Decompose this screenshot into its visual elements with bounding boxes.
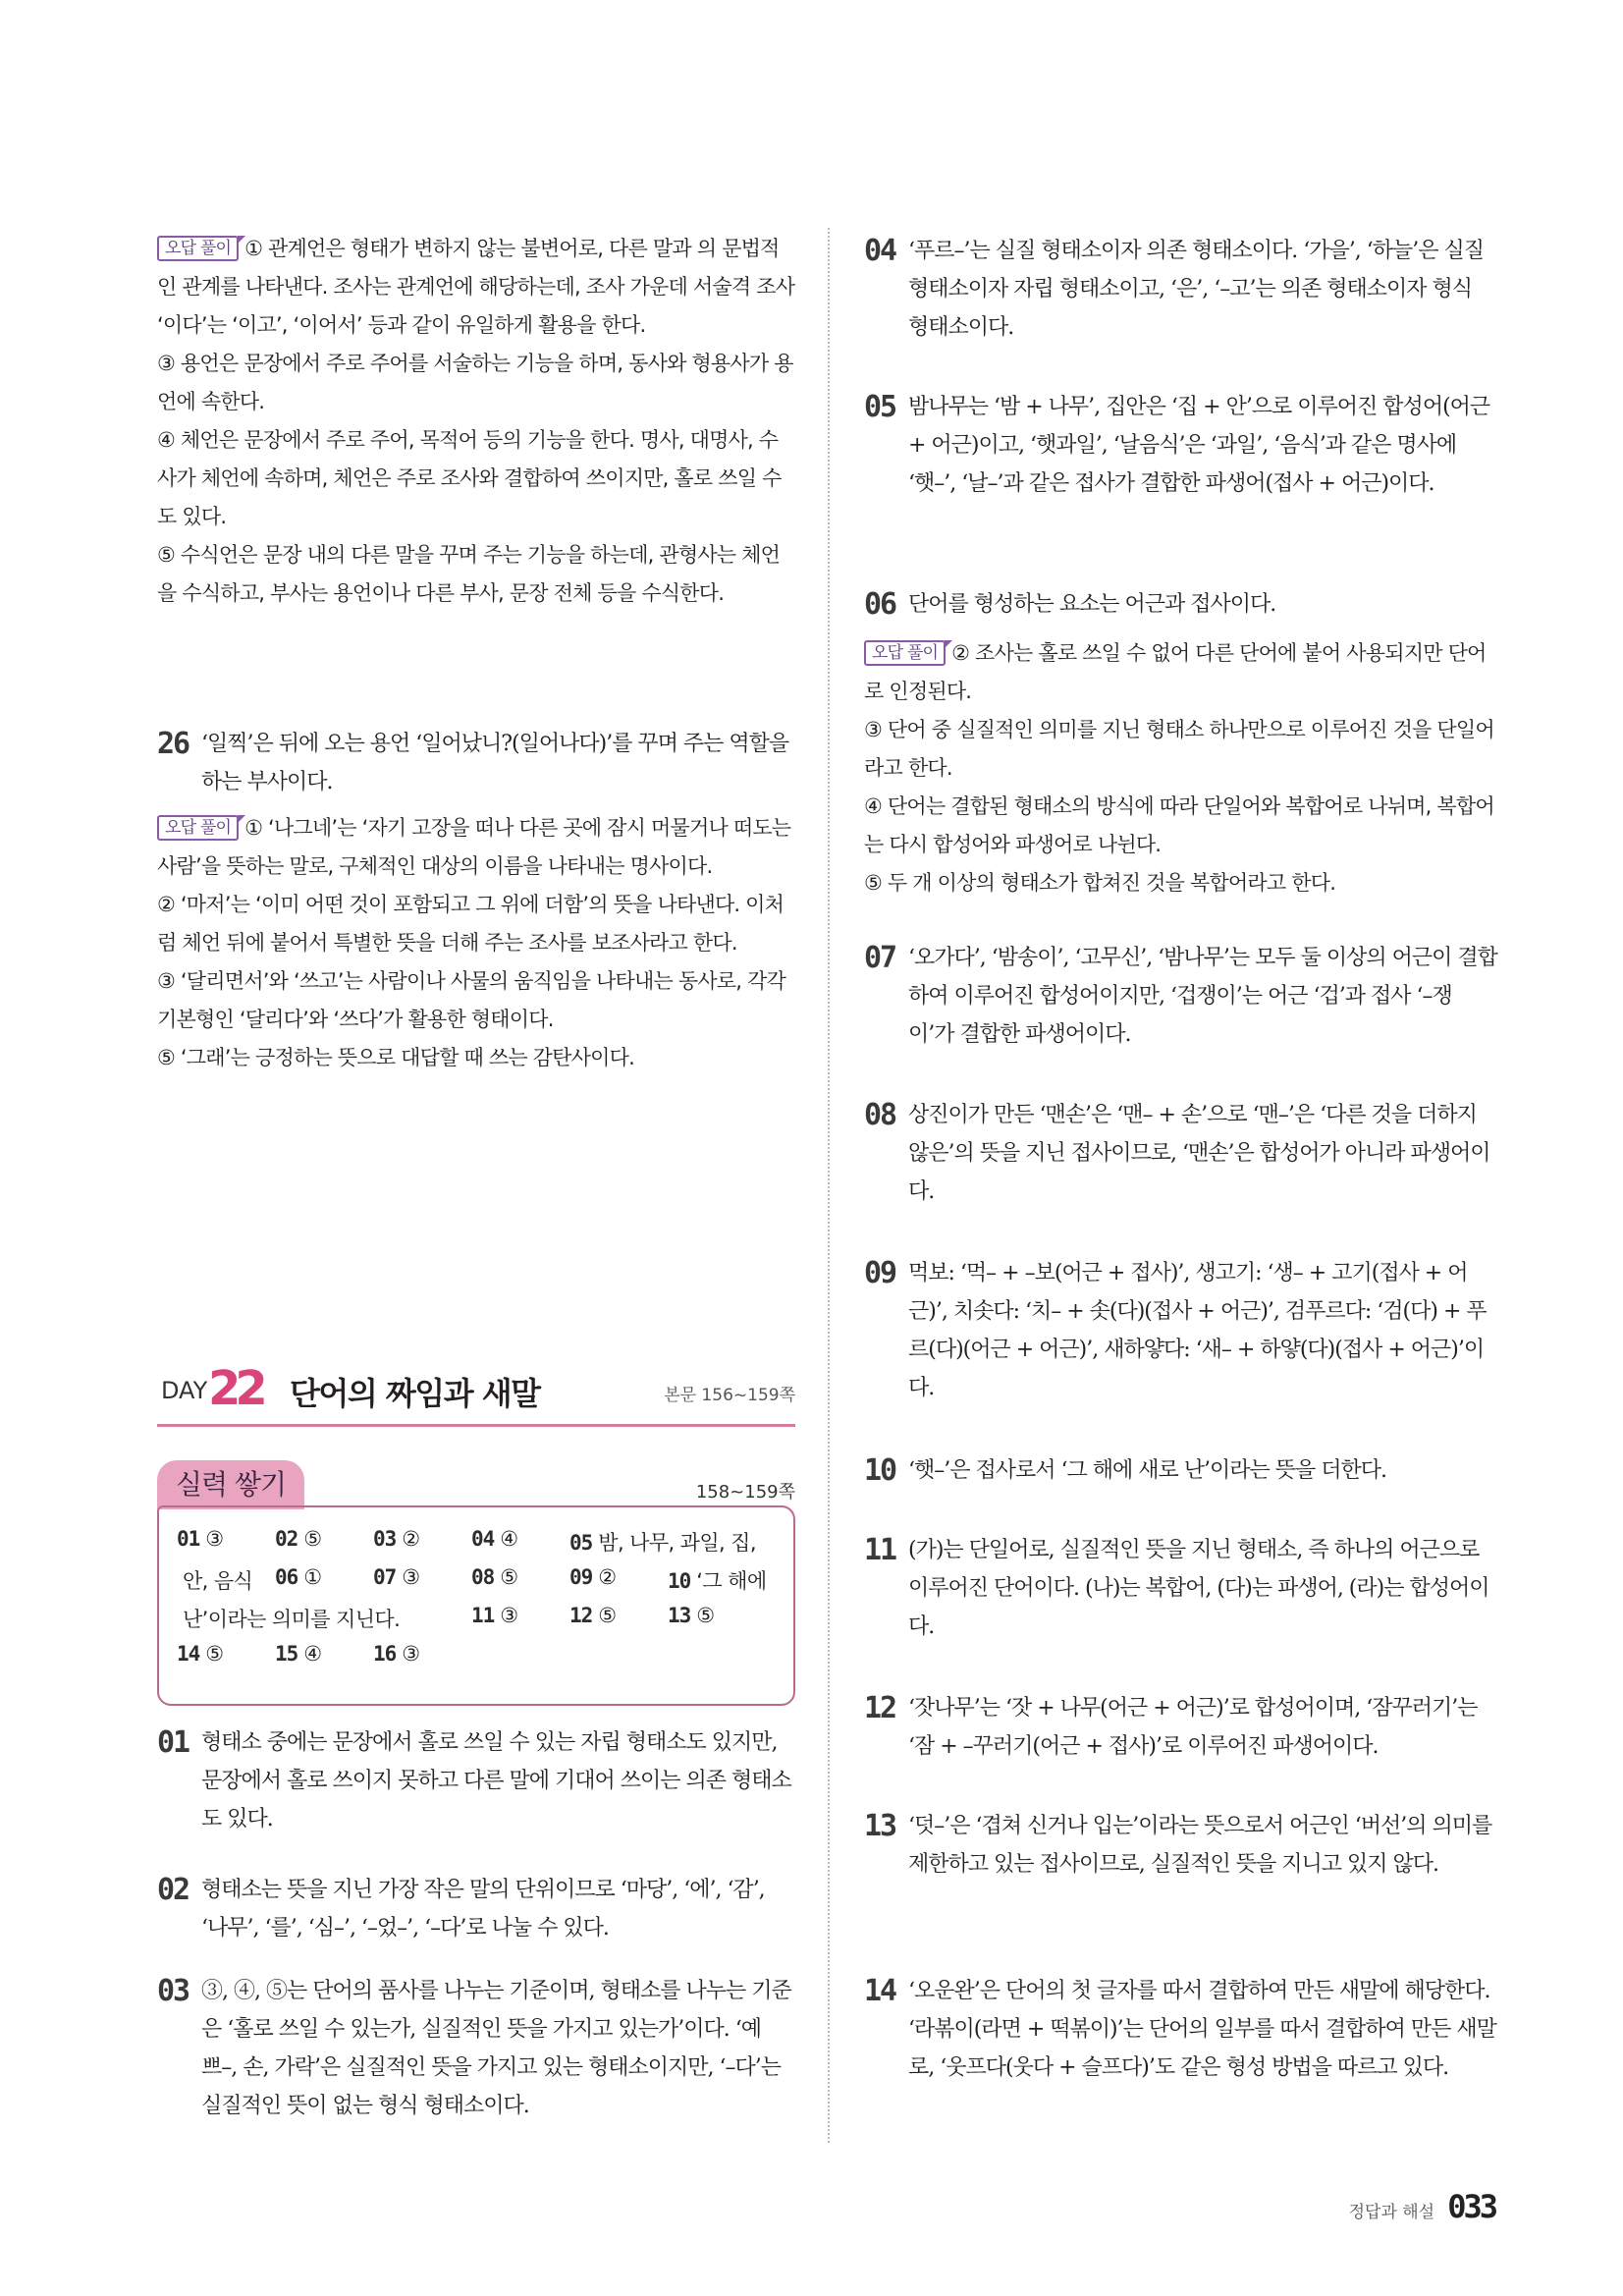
- answer-key-item: 02 ⑤: [275, 1527, 322, 1551]
- answer-key-item: 03 ②: [373, 1527, 420, 1551]
- answer-key-item: 14 ⑤: [177, 1642, 224, 1666]
- answer-key-item: 08 ⑤: [471, 1565, 518, 1589]
- answer-key-item: 15 ④: [275, 1642, 322, 1666]
- answer-key-item: 06 ①: [275, 1565, 322, 1589]
- question-number: 13: [864, 1809, 896, 1843]
- answer-key-item: 11 ③: [471, 1604, 518, 1627]
- day-number: 22: [208, 1361, 262, 1416]
- answer-item-10: [864, 1451, 1497, 1490]
- answer-key-item: 16 ③: [373, 1642, 420, 1666]
- question-number: 09: [864, 1256, 896, 1290]
- wrong-answer-badge: 오답 풀이: [157, 236, 239, 261]
- answer-item-08: [864, 1096, 1497, 1211]
- answer-item-01: [157, 1723, 795, 1838]
- answer-key-item: 01 ③: [177, 1527, 224, 1551]
- wrong-answer-note-25: 오답 풀이 ① 관계언은 형태가 변하지 않는 불변어로, 다른 말과 의 문법적인 관계를 나타낸다. 조사는 관계언에 해당하는데, 조사 가운데 서술격 조사 ‘이다’는 ‘이고’, ‘이어서’ 등과 같이 유일하게 활용을 한다. ③ 용언은 문장에서 주로 주어를 서술하는 기능을 하며, 동사와 형용사가 용언에 속한다. ④ 체언은 문장에서 주로 주어, 목적어 등의 기능을 한다. 명사, 대명사, 수사가 체언에 속하며, 체언은 주로 조사와 결합하여 쓰이지만, 홀로 쓰일 수도 있다. ⑤ 수식언은 문장 내의 다른 말을 꾸며 주는 기능을 하는데, 관형사는 체언을 수식하고, 부사는 용언이나 다른 부사, 문장 전체 등을 수식한다.: [157, 237, 795, 605]
- answer-key-item: 13 ⑤: [668, 1604, 715, 1627]
- explanation-text: ③, ④, ⑤는 단어의 품사를 나누는 기준이며, 형태소를 나누는 기준은 ‘홀로 쓰일 수 있는가, 실질적인 뜻을 가지고 있는가’이다. ‘예쁘–, 손, 가락’은 실질적인 뜻을 가지고 있는 형태소이지만, ‘–다’는 실질적인 뜻이 없는 형식 형태소이다.: [201, 1979, 791, 2118]
- explanation-text: (가)는 단일어로, 실질적인 뜻을 지닌 형태소, 즉 하나의 어근으로 이루어진 단어이다. (나)는 복합어, (다)는 파생어, (라)는 합성어이다.: [908, 1538, 1489, 1639]
- day-page-range: 본문 156~159쪽: [664, 1386, 795, 1405]
- answer-key-box: [157, 1505, 795, 1706]
- explanation-text: 상진이가 만든 ‘맨손’은 ‘맨– + 손’으로 ‘맨–’은 ‘다른 것을 더하지 않은’의 뜻을 지닌 접사이므로, ‘맨손’은 합성어가 아니라 파생어이다.: [908, 1103, 1490, 1204]
- explanation-text: ‘오운완’은 단어의 첫 글자를 따서 결합하여 만든 새말에 해당한다. ‘라볶이(라면 + 떡볶이)’는 단어의 일부를 따서 결합하여 만든 새말로, ‘웃프다(웃다 + 슬프다)’도 같은 형성 방법을 따르고 있다.: [908, 1979, 1496, 2080]
- answer-key-item: 12 ⑤: [569, 1604, 617, 1627]
- answer-item-02: [157, 1871, 795, 1947]
- explanation-text: 밤나무는 ‘밤 + 나무’, 집안은 ‘집 + 안’으로 이루어진 합성어(어근 + 어근)이고, ‘햇과일’, ‘날음식’은 ‘과일’, ‘음식’과 같은 명사에 ‘햇–’, ‘날–’과 같은 접사가 결합한 파생어(접사 + 어근)이다.: [908, 395, 1490, 496]
- answer-key-item: 07 ③: [373, 1565, 420, 1589]
- answer-item-07: [864, 939, 1497, 1054]
- answer-key-item: 05 밤, 나무, 과일, 집,: [569, 1531, 756, 1555]
- question-number: 06: [864, 587, 896, 622]
- answer-item-12: [864, 1689, 1497, 1766]
- explanation-text: 형태소는 뜻을 지닌 가장 작은 말의 단위이므로 ‘마당’, ‘에’, ‘감’, ‘나무’, ‘를’, ‘심–’, ‘–었–’, ‘–다’로 나눌 수 있다.: [201, 1878, 765, 1941]
- explanation-text: 형태소 중에는 문장에서 홀로 쓰일 수 있는 자립 형태소도 있지만, 문장에서 홀로 쓰이지 못하고 다른 말에 기대어 쓰이는 의존 형태소도 있다.: [201, 1730, 791, 1831]
- question-number: 12: [864, 1691, 896, 1725]
- day-label: DAY: [161, 1377, 208, 1404]
- column-divider: [828, 228, 830, 2143]
- wrong-answer-note-06: 오답 풀이 ② 조사는 홀로 쓰일 수 없어 다른 단어에 붙어 사용되지만 단어로 인정된다. ③ 단어 중 실질적인 의미를 지닌 형태소 하나만으로 이루어진 것을 단일어라고 한다. ④ 단어는 결합된 형태소의 방식에 따라 단일어와 복합어로 나뉘며, 복합어는 다시 합성어와 파생어로 나뉜다. ⑤ 두 개 이상의 형태소가 합쳐진 것을 복합어라고 한다.: [864, 641, 1494, 895]
- answer-item-06: [864, 585, 1497, 624]
- answer-item-04: [864, 232, 1497, 347]
- answer-item-05: [864, 388, 1497, 503]
- explanation-text: ‘햇–’은 접사로서 ‘그 해에 새로 난’이라는 뜻을 더한다.: [908, 1458, 1386, 1483]
- explanation-text: ‘덧–’은 ‘겹쳐 신거나 입는’이라는 뜻으로서 어근인 ‘버선’의 의미를 제한하고 있는 접사이므로, 실질적인 뜻을 지니고 있지 않다.: [908, 1814, 1492, 1877]
- answer-item-09: [864, 1254, 1497, 1407]
- question-number: 03: [157, 1974, 189, 2008]
- explanation-text: 단어를 형성하는 요소는 어근과 접사이다.: [908, 592, 1276, 617]
- day-title: 단어의 짜임과 새말: [290, 1375, 540, 1412]
- answer-item-26: [157, 725, 795, 801]
- answer-key-item: 안, 음식: [183, 1569, 253, 1593]
- question-number: 10: [864, 1453, 896, 1488]
- wrong-answer-badge: 오답 풀이: [157, 815, 239, 841]
- wrong-answer-badge: 오답 풀이: [864, 640, 946, 666]
- explanation-text: ‘잣나무’는 ‘잣 + 나무(어근 + 어근)’로 합성어이며, ‘잠꾸러기’는 ‘잠 + –꾸러기(어근 + 접사)’로 이루어진 파생어이다.: [908, 1696, 1478, 1759]
- question-number: 04: [864, 234, 896, 268]
- question-number: 14: [864, 1974, 896, 2008]
- answer-item-13: [864, 1807, 1497, 1884]
- footer-label: 정답과 해설: [1348, 2203, 1435, 2222]
- explanation-text: ‘오가다’, ‘밤송이’, ‘고무신’, ‘밤나무’는 모두 둘 이상의 어근이 결합하여 이루어진 합성어이지만, ‘겁쟁이’는 어근 ‘겁’과 접사 ‘–쟁이’가 결합한 파생어이다.: [908, 946, 1497, 1047]
- answer-item-03: [157, 1972, 795, 2125]
- answer-key-item: 10 ‘그 해에: [668, 1569, 767, 1593]
- question-number: 05: [864, 390, 896, 424]
- answer-key-item: 09 ②: [569, 1565, 617, 1589]
- explanation-text: 먹보: ‘먹– + –보(어근 + 접사)’, 생고기: ‘생– + 고기(접사 + 어근)’, 치솟다: ‘치– + 솟(다)(접사 + 어근)’, 검푸르다: ‘검(다) + 푸르(다)(어근 + 어근)’, 새하얗다: ‘새– + 하얗(다)(접사 + 어근)’이다.: [908, 1261, 1487, 1400]
- skill-page-range: 158~159쪽: [695, 1482, 795, 1503]
- question-number: 08: [864, 1098, 896, 1132]
- question-number: 07: [864, 941, 896, 975]
- explanation-text: ‘일찍’은 뒤에 오는 용언 ‘일어났니?(일어나다)’를 꾸며 주는 역할을 하는 부사이다.: [201, 732, 789, 794]
- answer-key-item: 04 ④: [471, 1527, 518, 1551]
- skill-section-tab: 실력 쌓기: [157, 1460, 304, 1509]
- question-number: 01: [157, 1725, 189, 1760]
- day-section-header: [157, 1355, 795, 1427]
- question-number: 02: [157, 1873, 189, 1907]
- question-number: 26: [157, 727, 189, 761]
- answer-item-14: [864, 1972, 1497, 2087]
- page-number: 033: [1447, 2188, 1495, 2225]
- wrong-answer-note-26: 오답 풀이 ① ‘나그네’는 ‘자기 고장을 떠나 다른 곳에 잠시 머물거나 떠도는 사람’을 뜻하는 말로, 구체적인 대상의 이름을 나타내는 명사이다. ② ‘마저’는 ‘이미 어떤 것이 포함되고 그 위에 더함’의 뜻을 나타낸다. 이처럼 체언 뒤에 붙어서 특별한 뜻을 더해 주는 조사를 보조사라고 한다. ③ ‘달리면서’와 ‘쓰고’는 사람이나 사물의 움직임을 나타내는 동사로, 각각 기본형인 ‘달리다’와 ‘쓰다’가 활용한 형태이다. ⑤ ‘그래’는 긍정하는 뜻으로 대답할 때 쓰는 감탄사이다.: [157, 816, 791, 1069]
- page-footer: [1349, 2188, 1495, 2225]
- answer-key-item: 난’이라는 의미를 지닌다.: [183, 1608, 401, 1631]
- explanation-text: ‘푸르–’는 실질 형태소이자 의존 형태소이다. ‘가을’, ‘하늘’은 실질 형태소이자 자립 형태소이고, ‘은’, ‘–고’는 의존 형태소이자 형식 형태소이다.: [908, 239, 1484, 340]
- question-number: 11: [864, 1533, 896, 1567]
- answer-item-11: [864, 1531, 1497, 1646]
